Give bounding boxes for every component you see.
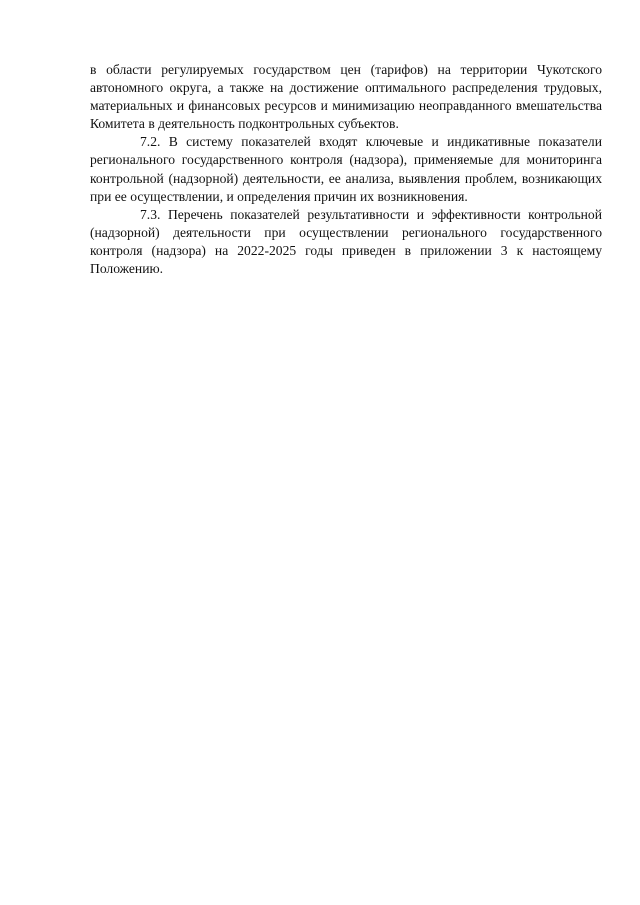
paragraph-7-2 [90, 133, 602, 205]
paragraph-text: Перечень показателей результативности и эффективности контрольной (надзорной) деятельности при осуществлении регионального государственного контроля (надзора) на 2022-2025 годы приведен в приложении 3 к настоящему Положению. [90, 206, 603, 277]
paragraph-text: В систему показателей входят ключевые и индикативные показатели регионального государственного контроля (надзора), применяемые для мониторинга контрольной (надзорной) деятельности, ее анализа, выявления проблем, возникающих при ее осуществлении, и определения причин их возникновения. [90, 134, 602, 204]
paragraph-number: 7.2. [140, 134, 161, 150]
paragraph-7-3 [90, 206, 602, 278]
paragraph-continuation [90, 61, 602, 133]
paragraph-text: в области регулируемых государством цен (тарифов) на территории Чукотского автономного округа, а также на достижение оптимального распределения трудовых, материальных и финансовых ресурсов и минимизацию неоправданного вмешательства Комитета в деятельность подконтрольных субъектов. [90, 62, 602, 132]
paragraph-number: 7.3. [140, 206, 161, 222]
document-body [90, 61, 602, 278]
